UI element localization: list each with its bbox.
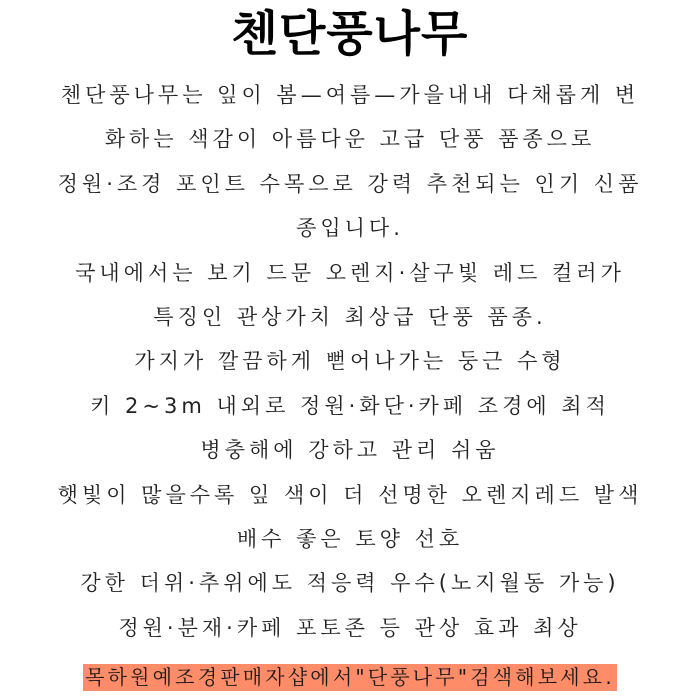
description-line: 병충해에 강하고 관리 쉬움 (200, 438, 500, 463)
description-line: 종입니다. (296, 216, 404, 241)
page-title: 첸단풍나무 (231, 6, 469, 62)
description-line: 국내에서는 보기 드문 오렌지·살구빛 레드 컬러가 (75, 260, 625, 285)
description-line: 화하는 색감이 아름다운 고급 단풍 품종으로 (104, 127, 596, 152)
description-line: 정원·분재·카페 포토존 등 관상 효과 최상 (118, 615, 582, 640)
highlighted-search-hint: 목하원예조경판매자샵에서"단풍나무"검색해보세요. (85, 665, 615, 689)
description-line: 특징인 관상가치 최상급 단풍 품종. (153, 304, 547, 329)
description-line: 가지가 깔끔하게 뻗어나가는 둥근 수형 (134, 349, 566, 374)
description-line: 정원·조경 포인트 수목으로 강력 추천되는 인기 신품 (57, 171, 643, 196)
description-line: 햇빛이 많을수록 잎 색이 더 선명한 오렌지레드 발색 (57, 482, 643, 507)
description-line: 배수 좋은 토양 선호 (236, 526, 464, 551)
description-line: 키 2~3m 내외로 정원·화단·카페 조경에 최적 (90, 393, 610, 418)
search-callout (0, 664, 700, 691)
description-line: 강한 더위·추위에도 적응력 우수(노지월동 가능) (80, 571, 620, 596)
description-line: 첸단풍나무는 잎이 봄—여름—가을내내 다채롭게 변 (60, 83, 640, 107)
description-body (0, 73, 700, 650)
